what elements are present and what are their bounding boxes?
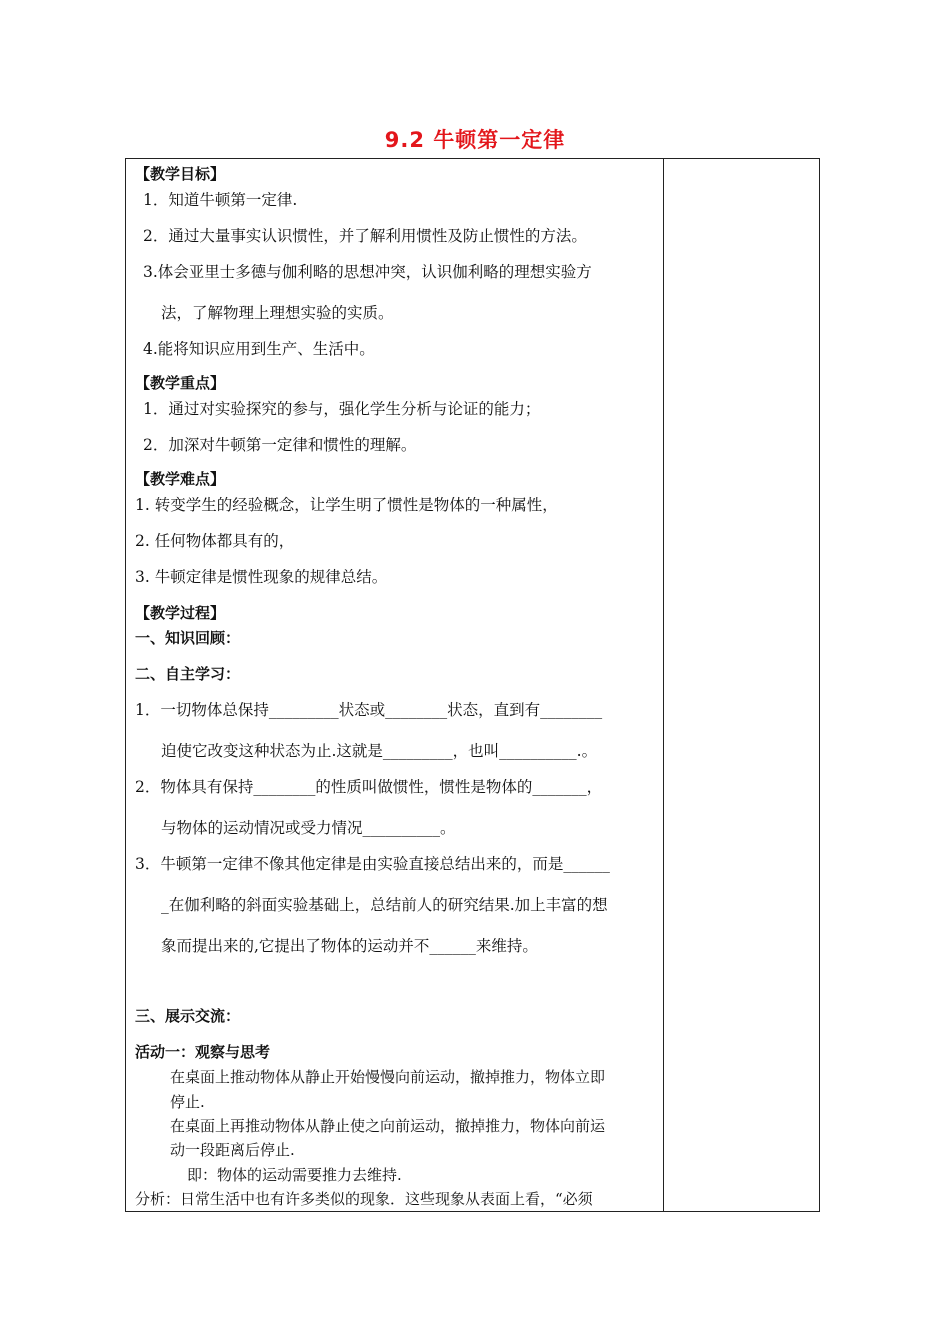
goal-item: 2．通过大量事实认识惯性，并了解利用惯性及防止惯性的方法。 (143, 227, 587, 245)
difficult-item: 2. 任何物体都具有的， (135, 532, 295, 550)
key-item: 1．通过对实验探究的参与，强化学生分析与论证的能力； (143, 400, 541, 418)
self-study-item: 1．一切物体总保持_________状态或________状态，直到有________ (135, 701, 603, 719)
goal-item: 4.能将知识应用到生产、生活中。 (143, 340, 375, 358)
activity-line: 停止. (170, 1093, 205, 1111)
activity-line: 动一段距离后停止. (170, 1141, 295, 1159)
page-title: 9.2 牛顿第一定律 (384, 128, 566, 152)
difficult-item: 1. 转变学生的经验概念，让学生明了惯性是物体的一种属性， (135, 496, 558, 514)
self-study-item: 象而提出来的,它提出了物体的运动并不______来维持。 (161, 937, 538, 955)
goals-header: 【教学目标】 (135, 165, 226, 183)
difficult-item: 3. 牛顿定律是惯性现象的规律总结。 (135, 568, 388, 586)
self-study-item: _在伽利略的斜面实验基础上，总结前人的研究结果.加上丰富的想 (161, 896, 608, 914)
self-study-item: 3．牛顿第一定律不像其他定律是由实验直接总结出来的，而是______ (135, 855, 610, 873)
activity-line: 分析：日常生活中也有许多类似的现象．这些现象从表面上看，“必须 (135, 1190, 593, 1208)
goal-item: 1．知道牛顿第一定律. (143, 191, 298, 209)
goal-item: 法，了解物理上理想实验的实质。 (161, 304, 394, 322)
goal-item: 3.体会亚里士多德与伽利略的思想冲突，认识伽利略的理想实验方 (143, 263, 592, 281)
exchange-header: 三、展示交流： (135, 1007, 241, 1025)
activity-header: 活动一：观察与思考 (135, 1043, 271, 1061)
self-study-item: 迫使它改变这种状态为止.这就是_________，也叫__________.。 (161, 742, 598, 760)
side-cell (664, 159, 819, 1211)
difficult-header: 【教学难点】 (135, 470, 226, 488)
activity-line: 即：物体的运动需要推力去维持. (187, 1166, 402, 1184)
process-header: 【教学过程】 (135, 604, 226, 622)
self-study-header: 二、自主学习： (135, 665, 241, 683)
activity-line: 在桌面上再推动物体从静止使之向前运动，撤掉推力，物体向前运 (170, 1117, 606, 1135)
review-header: 一、知识回顾： (135, 629, 241, 647)
self-study-item: 2．物体具有保持________的性质叫做惯性，惯性是物体的_______， (135, 778, 603, 796)
self-study-item: 与物体的运动情况或受力情况__________。 (161, 819, 456, 837)
key-item: 2．加深对牛顿第一定律和惯性的理解。 (143, 436, 417, 454)
key-header: 【教学重点】 (135, 374, 226, 392)
activity-line: 在桌面上推动物体从静止开始慢慢向前运动，撤掉推力，物体立即 (170, 1068, 606, 1086)
